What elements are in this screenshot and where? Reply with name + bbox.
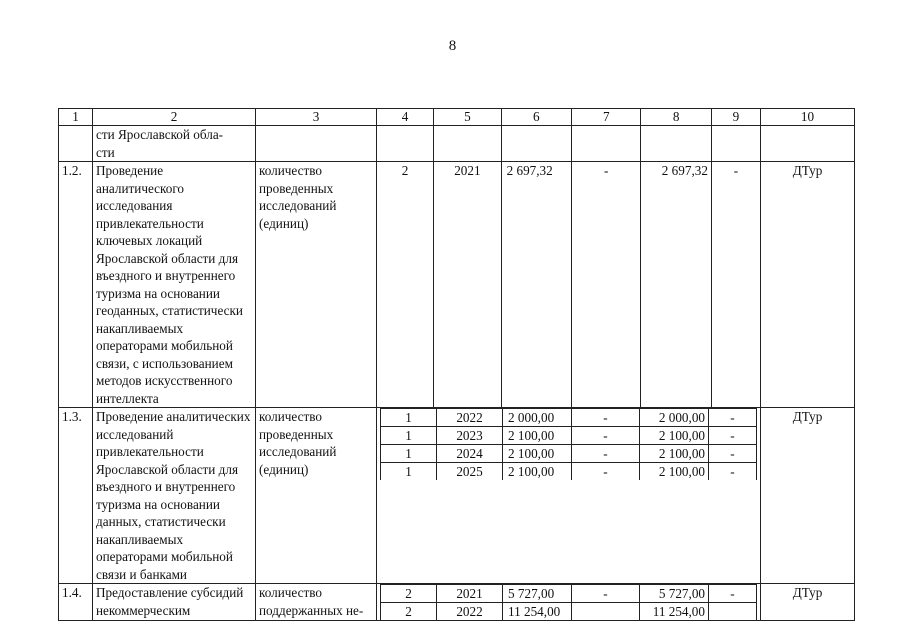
col-header-3: 3	[256, 109, 377, 126]
col-header-2: 2	[93, 109, 256, 126]
year-row: 2 2021 5 727,00 - 5 727,00 -	[381, 585, 757, 603]
activity-name: Предоставление субсидий некоммерческим	[93, 584, 256, 621]
row-number: 1.3.	[59, 408, 93, 584]
table-row	[59, 584, 855, 621]
year-row: 1 2022 2 000,00 - 2 000,00 -	[381, 409, 757, 427]
col-header-1: 1	[59, 109, 93, 126]
year: 2021	[434, 162, 501, 408]
col-header-6: 6	[501, 109, 571, 126]
amount-col9: -	[711, 162, 760, 408]
col-header-7: 7	[572, 109, 641, 126]
table-row	[59, 126, 855, 162]
amount-total: 2 697,32	[501, 162, 571, 408]
indicator: количество проведенных исследований (единиц)	[256, 408, 377, 584]
col-header-8: 8	[641, 109, 711, 126]
page-number: 8	[448, 38, 457, 54]
indicator: количество поддержанных не-	[256, 584, 377, 621]
amount-col8: 2 697,32	[641, 162, 711, 408]
table-row	[59, 162, 855, 408]
activity-name: Проведение аналитического исследования привлекательности ключевых локаций Ярославской области для въездного и внутреннего туризма на основании геоданных, статистически накапливаемых операторами мобильной связи, с использованием методов искусственного интеллекта	[93, 162, 256, 408]
executor: ДТур	[761, 162, 855, 408]
col-header-5: 5	[434, 109, 501, 126]
indicator-value: 2	[377, 162, 434, 408]
table-row	[59, 408, 855, 584]
yearly-breakdown	[377, 408, 761, 584]
year-row: 1 2023 2 100,00 - 2 100,00 -	[381, 427, 757, 445]
year-row: 2 2022 11 254,00 11 254,00	[381, 603, 757, 621]
col-header-9: 9	[711, 109, 760, 126]
yearly-breakdown	[377, 584, 761, 621]
col-header-10: 10	[761, 109, 855, 126]
activity-name: Проведение аналитических исследований привлекательности Ярославской области для въездного и внутреннего туризма на основании данных, статистически накапливаемых операторами мобильной связи и банками	[93, 408, 256, 584]
table-header-row	[59, 109, 855, 126]
executor: ДТур	[761, 408, 855, 584]
activities-table	[58, 108, 855, 621]
continuation-text: сти Ярославской обла- сти	[93, 126, 256, 162]
amount-col7: -	[572, 162, 641, 408]
year-row: 1 2025 2 100,00 - 2 100,00 -	[381, 463, 757, 481]
row-number: 1.4.	[59, 584, 93, 621]
year-row: 1 2024 2 100,00 - 2 100,00 -	[381, 445, 757, 463]
col-header-4: 4	[377, 109, 434, 126]
indicator: количество проведенных исследований (единиц)	[256, 162, 377, 408]
row-number: 1.2.	[59, 162, 93, 408]
executor: ДТур	[761, 584, 855, 621]
yearly-subtable	[380, 584, 757, 620]
yearly-subtable	[380, 408, 757, 480]
